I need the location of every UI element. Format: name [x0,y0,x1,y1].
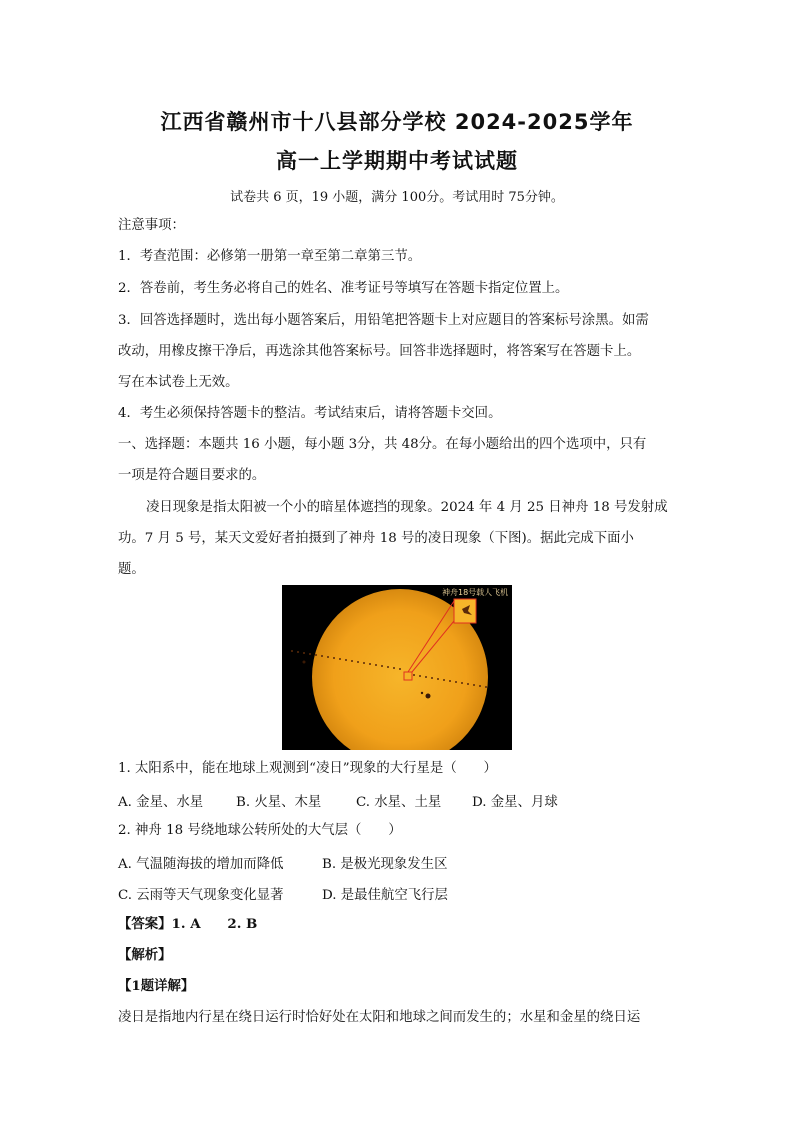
q1-option-b: B. 火星、木星 [236,795,322,810]
answer-line: 【答案】1. A 2. B [118,916,258,932]
figure-label: 神舟18号载人飞机 [442,588,509,597]
passage-line-3: 题。 [118,562,145,577]
exam-meta: 试卷共 6 页，19 小题，满分 100分。考试用时 75分钟。 [230,190,564,205]
q1-option-a: A. 金星、水星 [118,795,204,810]
notes-heading: 注意事项： [118,218,185,233]
q1-option-d: D. 金星、月球 [472,795,558,810]
sunspot [303,661,306,664]
sun-transit-photo [282,585,512,750]
q1-option-c: C. 水星、土星 [356,795,442,810]
note-item-4: 4．考生必须保持答题卡的整洁。考试结束后，请将答题卡交回。 [118,406,502,421]
detail-text: 凌日是指地内行星在绕日运行时恰好处在太阳和地球之间而发生的；水星和金星的绕日运 [118,1010,641,1025]
note-item-3c: 写在本试卷上无效。 [118,375,239,390]
note-item-1: 1．考查范围：必修第一册第一章至第二章第三节。 [118,249,422,264]
note-item-2: 2．答卷前，考生务必将自己的姓名、准考证号等填写在答题卡指定位置上。 [118,281,569,296]
passage-line-1: 凌日现象是指太阳被一个小的暗星体遮挡的现象。2024 年 4 月 25 日神舟 18 号发射成 [146,500,668,515]
q1-stem: 1. 太阳系中，能在地球上观测到“凌日”现象的大行星是（ ） [118,761,497,776]
q2-option-d: D. 是最佳航空飞行层 [322,888,448,903]
sunspot [426,694,431,699]
section-heading: 一、选择题：本题共 16 小题，每小题 3分，共 48分。在每小题给出的四个选项中，只有 [118,437,647,452]
detail-heading: 【1题详解】 [118,978,195,994]
exam-title-line1: 江西省赣州市十八县部分学校 2024-2025学年 [160,110,634,134]
note-item-3b: 改动，用橡皮擦干净后，再选涂其他答案标号。回答非选择题时，将答案写在答题卡上。 [118,344,641,359]
analysis-heading: 【解析】 [118,947,172,963]
sun-transit-svg [282,585,512,750]
section-heading-cont: 一项是符合题目要求的。 [118,468,266,483]
exam-title-line2: 高一上学期期中考试试题 [276,149,518,173]
q2-option-c: C. 云雨等天气现象变化显著 [118,888,284,903]
note-item-3a: 3．回答选择题时，选出每小题答案后，用铅笔把答题卡上对应题目的答案标号涂黑。如需 [118,313,649,328]
q2-option-b: B. 是极光现象发生区 [322,857,448,872]
q2-stem: 2. 神舟 18 号绕地球公转所处的大气层（ ） [118,823,402,838]
sunspot [421,692,423,694]
q2-option-a: A. 气温随海拔的增加而降低 [118,857,284,872]
passage-line-2: 功。7 月 5 号，某天文爱好者拍摄到了神舟 18 号的凌日现象（下图)。据此完成下面小 [118,531,634,546]
